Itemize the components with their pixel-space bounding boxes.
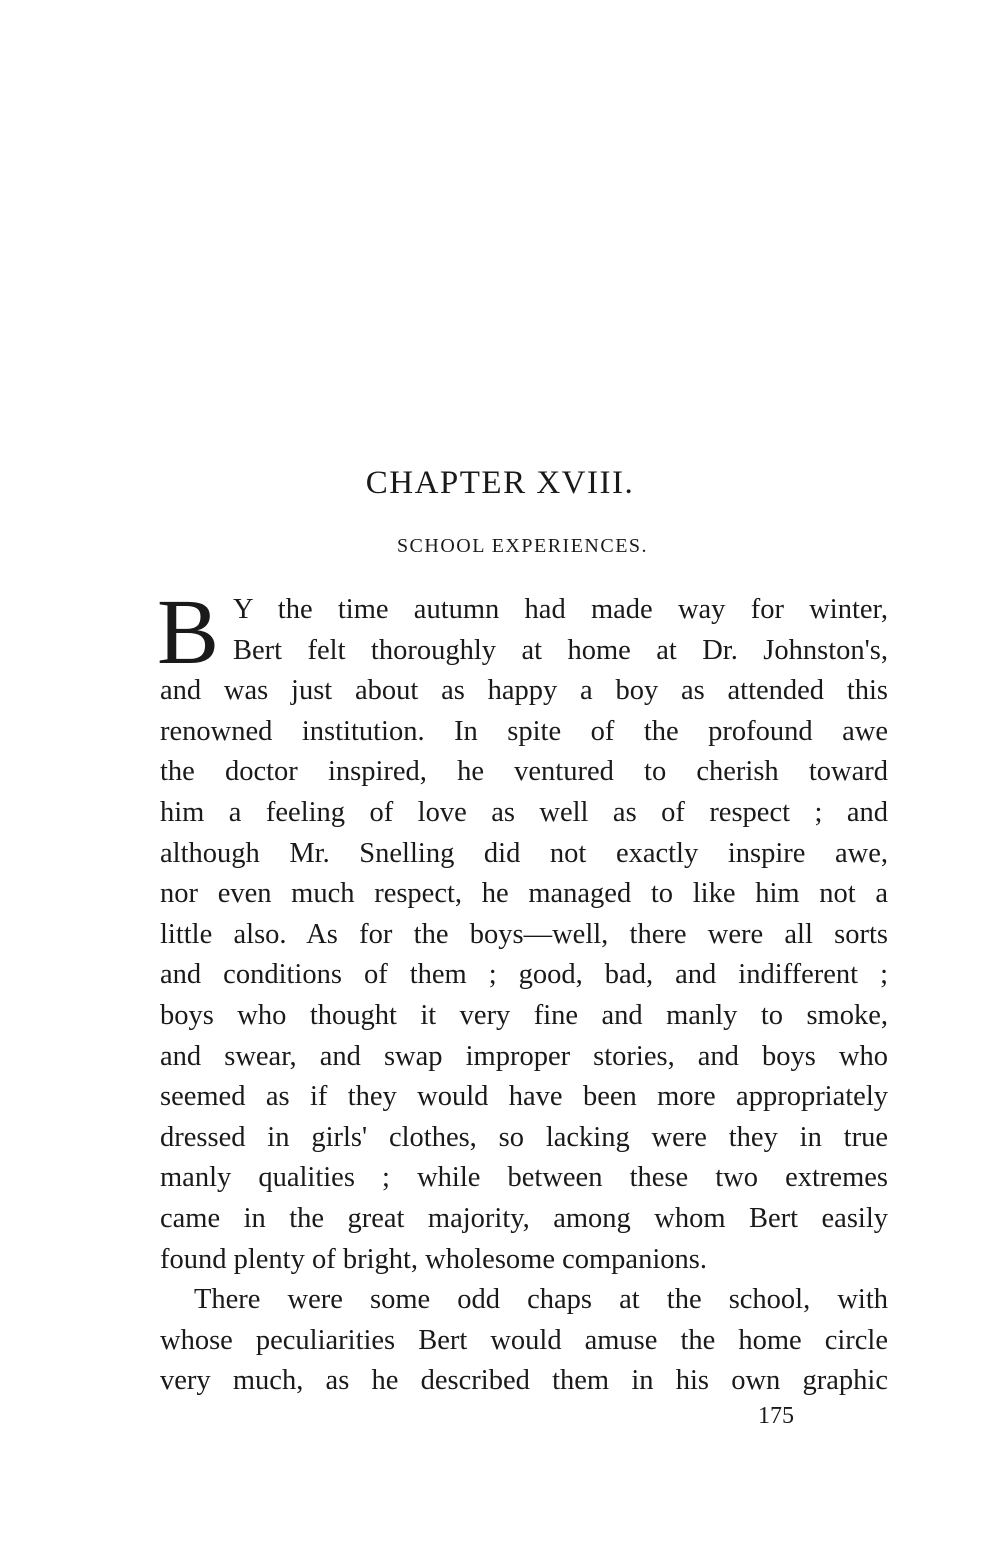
text-line: dressed in girls' clothes, so lacking were they in true [160, 1121, 888, 1153]
text-line: and swear, and swap improper stories, and boys who [160, 1040, 888, 1072]
chapter-title: CHAPTER XVIII. [365, 465, 635, 501]
text-line: the doctor inspired, he ventured to cherish toward [160, 756, 888, 788]
page-number: 175 [758, 1403, 794, 1429]
text-line: Bert felt thoroughly at home at Dr. Johnston's, [233, 634, 888, 666]
text-line: whose peculiarities Bert would amuse the home circle [160, 1324, 888, 1356]
text-line: found plenty of bright, wholesome companions. [160, 1243, 707, 1275]
paragraph [160, 1280, 888, 1402]
text-line: renowned institution. In spite of the profound awe [160, 715, 888, 747]
text-line: boys who thought it very fine and manly to smoke, [160, 999, 888, 1031]
text-line: very much, as he described them in his own graphic [160, 1365, 888, 1397]
text-line: nor even much respect, he managed to like him not a [160, 878, 888, 910]
text-line: manly qualities ; while between these two extremes [160, 1162, 888, 1194]
paragraph [160, 590, 888, 1280]
text-line: him a feeling of love as well as of respect ; and [160, 796, 888, 828]
text-line: although Mr. Snelling did not exactly inspire awe, [160, 837, 888, 869]
text-line: seemed as if they would have been more appropriately [160, 1081, 888, 1113]
text-line: There were some odd chaps at the school, with [194, 1284, 888, 1315]
text-line: little also. As for the boys—well, there were all sorts [160, 918, 888, 950]
drop-cap: B [157, 581, 220, 684]
chapter-subtitle: SCHOOL EXPERIENCES. [396, 535, 649, 557]
text-line: and was just about as happy a boy as attended this [160, 675, 888, 707]
text-line: Y the time autumn had made way for winter, [233, 594, 888, 625]
text-line: came in the great majority, among whom Bert easily [160, 1202, 888, 1234]
text-line: and conditions of them ; good, bad, and indifferent ; [160, 959, 888, 991]
